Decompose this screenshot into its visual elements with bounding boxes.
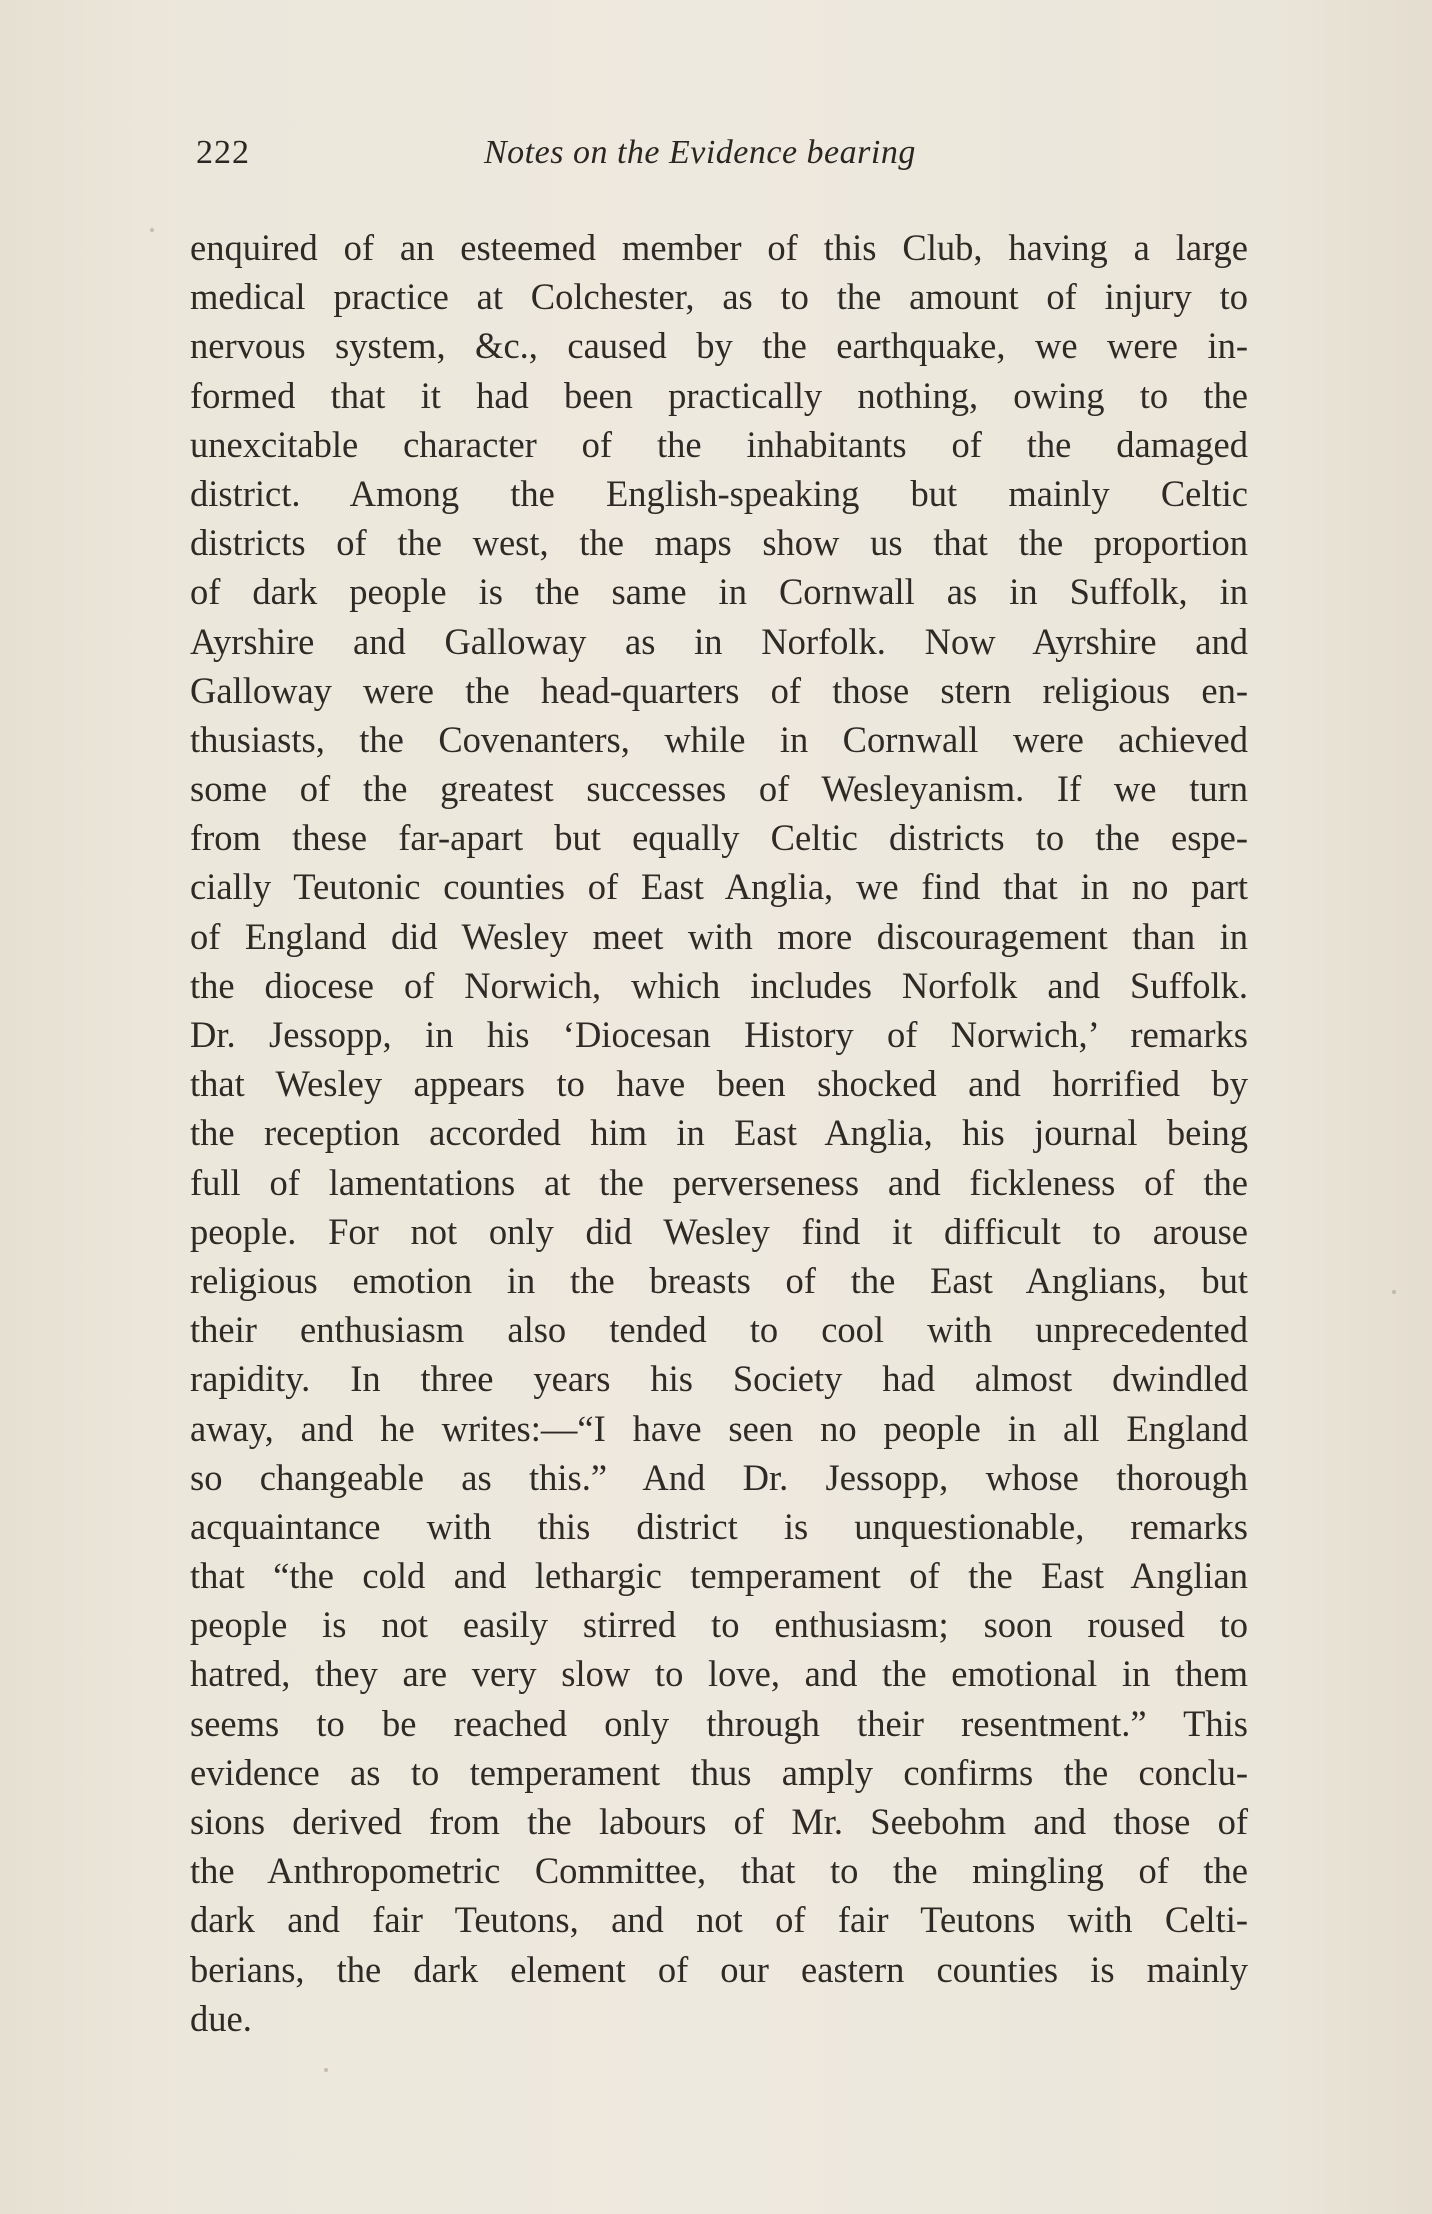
text-line: the reception accorded him in East Anglia, his journal being [190, 1112, 1248, 1154]
text-line: full of lamentations at the perverseness and fickleness of the [190, 1161, 1248, 1203]
text-line: districts of the west, the maps show us that the proportion [190, 522, 1248, 564]
paper-speck [150, 228, 154, 232]
body-paragraph [190, 223, 1248, 2043]
text-line: away, and he writes:—“I have seen no people in all England [190, 1407, 1248, 1449]
text-line: Dr. Jessopp, in his ‘Diocesan History of Norwich,’ remarks [190, 1014, 1248, 1055]
text-line: rapidity. In three years his Society had almost dwindled [190, 1358, 1248, 1400]
text-line: seems to be reached only through their resentment.” This [190, 1702, 1248, 1744]
paper-speck [324, 2068, 328, 2072]
text-line: that Wesley appears to have been shocked and horrified by [190, 1063, 1248, 1105]
text-line: people is not easily stirred to enthusiasm; soon roused to [190, 1604, 1248, 1646]
text-line: Galloway were the head-quarters of those stern religious en- [190, 669, 1248, 711]
text-line: berians, the dark element of our eastern counties is mainly [190, 1948, 1248, 1990]
text-line: nervous system, &c., caused by the earthquake, we were in- [190, 325, 1248, 367]
text-line: from these far-apart but equally Celtic districts to the espe- [190, 817, 1248, 859]
text-line: thusiasts, the Covenanters, while in Cornwall were achieved [190, 718, 1248, 760]
text-line: their enthusiasm also tended to cool with unprecedented [190, 1309, 1248, 1351]
text-line: the Anthropometric Committee, that to the mingling of the [190, 1850, 1248, 1892]
text-line: sions derived from the labours of Mr. Seebohm and those of [190, 1801, 1248, 1842]
text-line: people. For not only did Wesley find it difficult to arouse [190, 1210, 1248, 1252]
text-line: due. [190, 1997, 252, 2039]
text-line: some of the greatest successes of Wesleyanism. If we turn [190, 768, 1248, 810]
text-line: Ayrshire and Galloway as in Norfolk. Now Ayrshire and [190, 620, 1248, 662]
text-line: dark and fair Teutons, and not of fair Teutons with Celti- [190, 1899, 1248, 1941]
page-header [196, 134, 1246, 194]
text-line: unexcitable character of the inhabitants of the damaged [190, 423, 1248, 465]
text-line: hatred, they are very slow to love, and the emotional in them [190, 1653, 1248, 1695]
text-line: the diocese of Norwich, which includes Norfolk and Suffolk. [190, 964, 1248, 1006]
text-line: evidence as to temperament thus amply confirms the conclu- [190, 1751, 1248, 1793]
text-line: medical practice at Colchester, as to the amount of injury to [190, 276, 1248, 318]
text-line: formed that it had been practically nothing, owing to the [190, 374, 1248, 416]
paper-speck [1392, 1290, 1396, 1294]
text-line: acquaintance with this district is unquestionable, remarks [190, 1505, 1248, 1547]
text-line: so changeable as this.” And Dr. Jessopp, whose thorough [190, 1456, 1248, 1498]
text-line: enquired of an esteemed member of this Club, having a large [190, 227, 1248, 268]
text-line: religious emotion in the breasts of the East Anglians, but [190, 1259, 1248, 1301]
running-title: Notes on the Evidence bearing [484, 134, 916, 171]
text-line: of England did Wesley meet with more discouragement than in [190, 915, 1248, 957]
text-line: of dark people is the same in Cornwall as in Suffolk, in [190, 571, 1248, 613]
text-line: district. Among the English-speaking but mainly Celtic [190, 472, 1248, 514]
text-line: that “the cold and lethargic temperament of the East Anglian [190, 1555, 1248, 1597]
page-number: 222 [196, 134, 250, 171]
text-line: cially Teutonic counties of East Anglia, we find that in no part [190, 866, 1248, 908]
